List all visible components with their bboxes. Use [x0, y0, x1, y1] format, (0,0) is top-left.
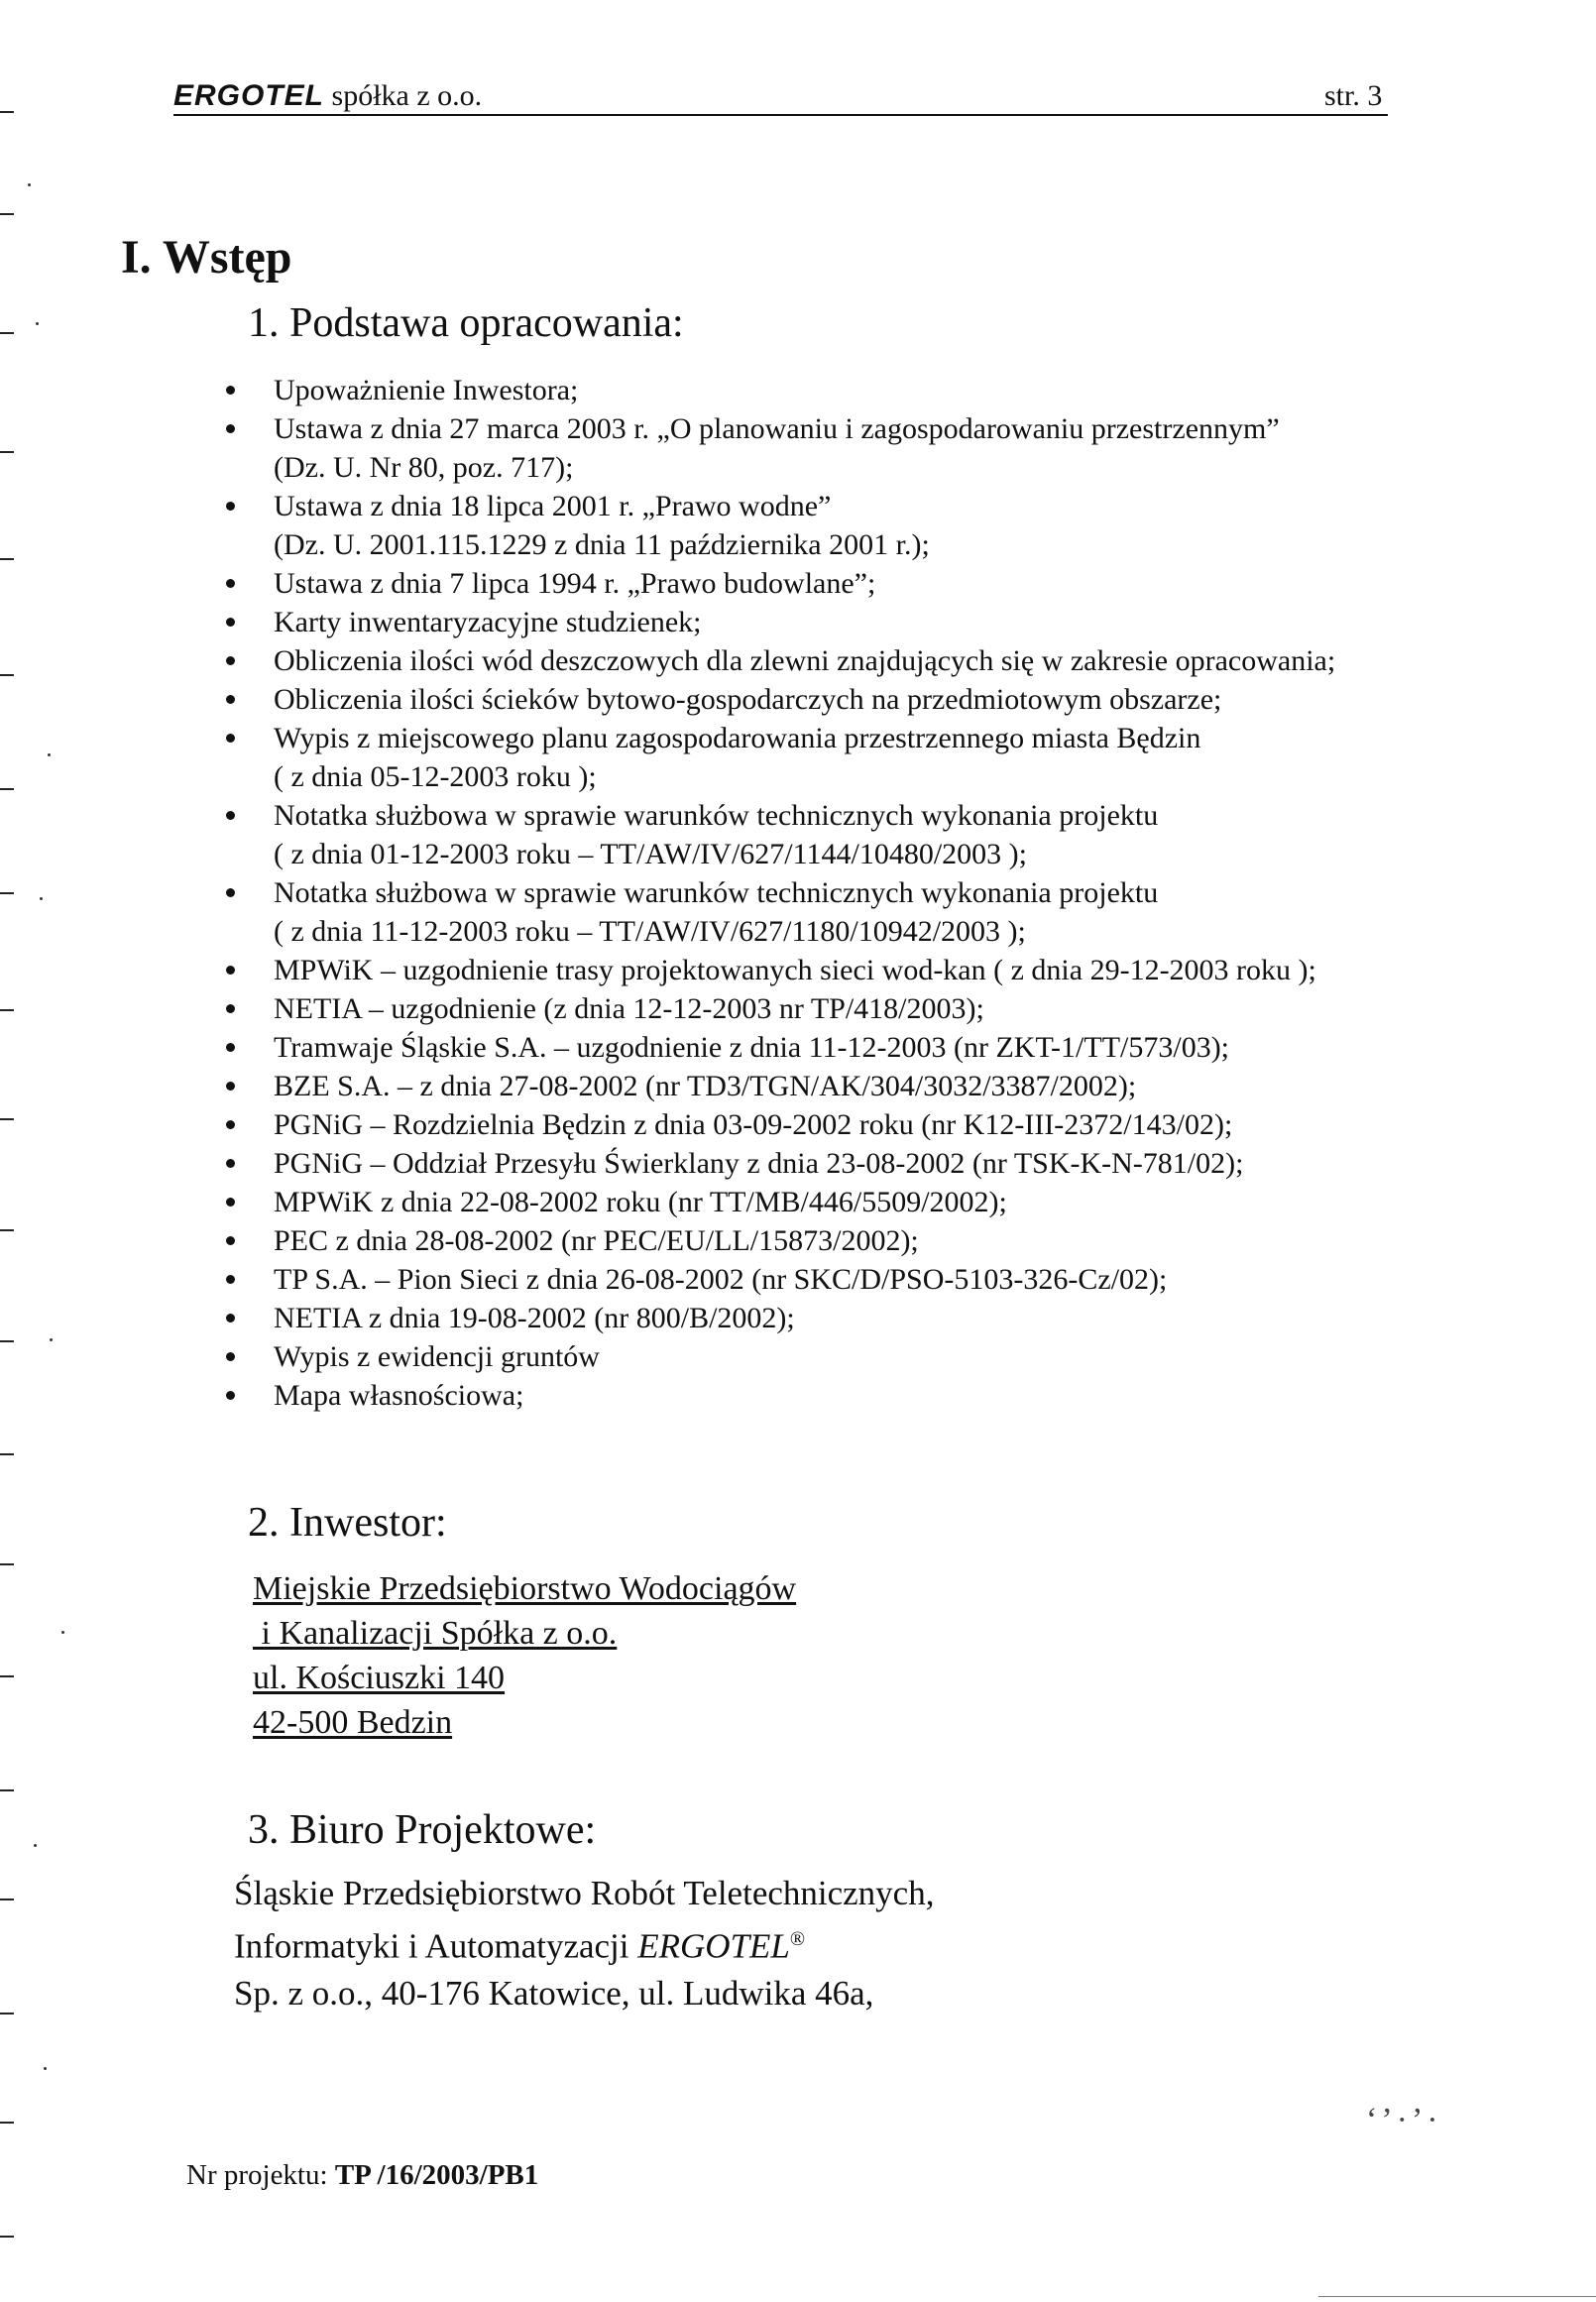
margin-mark [0, 111, 14, 113]
investor-line: 42-500 Bedzin [253, 1704, 453, 1741]
list-item: Ustawa z dnia 27 marca 2003 r. „O planowaniu i zagospodarowaniu przestrzennym” (Dz. U. Nr 80, poz. 717); [226, 409, 1515, 487]
project-number: Nr projektu: TP /16/2003/PB1 [186, 2159, 539, 2191]
margin-mark [0, 1009, 14, 1011]
list-item: Karty inwentaryzacyjne studzienek; [226, 603, 1515, 641]
list-item: Notatka służbowa w sprawie warunków technicznych wykonania projektu ( z dnia 01-12-2003 roku – TT/AW/IV/627/1144/10480/2003 ); [226, 796, 1515, 873]
stamp-mark: ‘’·’· [1366, 2102, 1442, 2138]
scan-speck [28, 183, 31, 186]
list-item: Obliczenia ilości ścieków bytowo-gospodarczych na przedmiotowym obszarze; [226, 680, 1515, 719]
investor-heading: 2. Inwestor: [248, 1500, 447, 1546]
margin-mark [0, 1899, 14, 1900]
scan-speck [50, 1338, 53, 1341]
list-item: PEC z dnia 28-08-2002 (nr PEC/EU/LL/15873/2002); [226, 1221, 1515, 1260]
margin-mark [0, 2013, 14, 2014]
list-item: MPWiK – uzgodnienie trasy projektowanych sieci wod-kan ( z dnia 29-12-2003 roku ); [226, 951, 1515, 989]
margin-mark [0, 2122, 14, 2124]
list-item: NETIA z dnia 19-08-2002 (nr 800/B/2002); [226, 1299, 1515, 1337]
office-brand: ERGOTEL [637, 1926, 790, 1966]
list-item: PGNiG – Rozdzielnia Będzin z dnia 03-09-2002 roku (nr K12-III-2372/143/02); [226, 1105, 1515, 1144]
margin-mark [0, 892, 14, 894]
header-company [173, 79, 482, 113]
office-line: Śląskie Przedsiębiorstwo Robót Teletechnicznych, [234, 1874, 935, 1912]
margin-mark [0, 1340, 14, 1342]
scan-speck [36, 322, 39, 325]
margin-mark [0, 1453, 14, 1455]
office-address [234, 1870, 934, 2016]
list-item: NETIA – uzgodnienie (z dnia 12-12-2003 nr TP/418/2003); [226, 989, 1515, 1028]
header-rule [173, 114, 1388, 116]
basis-list [226, 371, 1515, 1415]
page-number: str. 3 [1324, 79, 1383, 112]
investor-address [253, 1566, 796, 1745]
list-item: Obliczenia ilości wód deszczowych dla zlewni znajdujących się w zakresie opracowania; [226, 641, 1515, 680]
margin-mark [0, 788, 14, 790]
basis-heading: 1. Podstawa opracowania: [248, 300, 684, 346]
investor-line: Miejskie Przedsiębiorstwo Wodociągów [253, 1570, 797, 1607]
list-item: Wypis z miejscowego planu zagospodarowania przestrzennego miasta Będzin ( z dnia 05-12-2003 roku ); [226, 719, 1515, 796]
margin-mark [0, 213, 14, 215]
margin-mark [0, 332, 14, 334]
margin-mark [0, 1675, 14, 1677]
scan-speck [61, 1631, 64, 1634]
margin-mark [0, 1118, 14, 1120]
header-company-suffix: spółka z o.o. [324, 79, 483, 112]
margin-mark [0, 1563, 14, 1565]
office-line: Sp. z o.o., 40-176 Katowice, ul. Ludwika 46a, [234, 1973, 874, 2013]
list-item: Notatka służbowa w sprawie warunków technicznych wykonania projektu ( z dnia 11-12-2003 roku – TT/AW/IV/627/1180/10942/2003 ); [226, 873, 1515, 951]
office-line: Informatyki i Automatyzacji ERGOTEL® [234, 1926, 806, 1966]
margin-mark [0, 674, 14, 676]
list-item: Mapa własnościowa; [226, 1376, 1515, 1415]
list-item: BZE S.A. – z dnia 27-08-2002 (nr TD3/TGN/AK/304/3032/3387/2002); [226, 1067, 1515, 1105]
header-brand: ERGOTEL [173, 79, 325, 112]
scan-speck [48, 753, 51, 756]
margin-mark [0, 1789, 14, 1791]
list-item: TP S.A. – Pion Sieci z dnia 26-08-2002 (nr SKC/D/PSO-5103-326-Cz/02); [226, 1260, 1515, 1299]
list-item: Ustawa z dnia 18 lipca 2001 r. „Prawo wodne” (Dz. U. 2001.115.1229 z dnia 11 października 2001 r.); [226, 487, 1515, 564]
margin-mark [0, 558, 14, 560]
list-item: Upoważnienie Inwestora; [226, 371, 1515, 409]
list-item: PGNiG – Oddział Przesyłu Świerklany z dnia 23-08-2002 (nr TSK-K-N-781/02); [226, 1144, 1515, 1183]
list-item: Ustawa z dnia 7 lipca 1994 r. „Prawo budowlane”; [226, 564, 1515, 603]
margin-mark [0, 2236, 14, 2238]
margin-mark [0, 1229, 14, 1231]
list-item: Wypis z ewidencji gruntów [226, 1337, 1515, 1376]
scan-speck [40, 897, 43, 900]
registered-mark: ® [789, 1928, 806, 1950]
investor-line: ul. Kościuszki 140 [253, 1660, 506, 1696]
scan-speck [44, 2067, 47, 2070]
scan-edge-line [1318, 2296, 1596, 2297]
investor-line: i Kanalizacji Spółka z o.o. [253, 1615, 618, 1652]
list-item: Tramwaje Śląskie S.A. – uzgodnienie z dnia 11-12-2003 (nr ZKT-1/TT/573/03); [226, 1028, 1515, 1067]
margin-mark [0, 451, 14, 453]
list-item: MPWiK z dnia 22-08-2002 roku (nr TT/MB/446/5509/2002); [226, 1183, 1515, 1221]
scan-speck [34, 1844, 37, 1847]
office-heading: 3. Biuro Projektowe: [248, 1807, 597, 1853]
section-title: I. Wstęp [121, 231, 292, 284]
